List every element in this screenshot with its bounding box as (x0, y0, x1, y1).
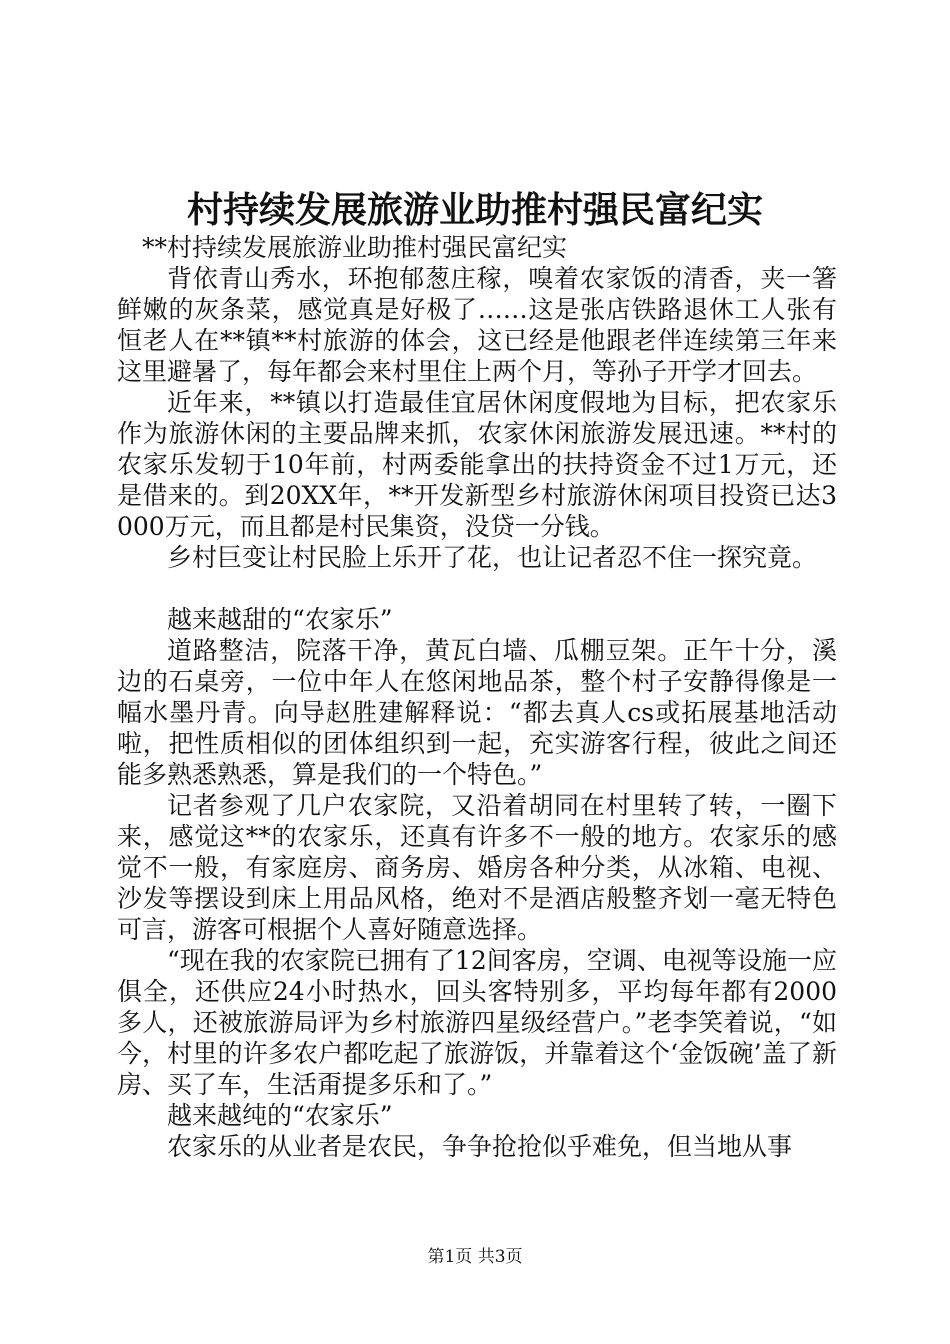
section-heading: 越来越纯的“农家乐” (167, 1101, 393, 1130)
body-paragraph: 乡村巨变让村民脸上乐开了花，也让记者忍不住一探究竟。 (167, 543, 818, 572)
document-body (117, 232, 837, 1162)
subtitle-paragraph: **村持续发展旅游业助推村强民富纪实 (142, 233, 568, 262)
body-paragraph: “现在我的农家院已拥有了12间客房，空调、电视等设施一应俱全，还供应24小时热水，回头客特别多，平均每年都有2000多人，还被旅游局评为乡村旅游四星级经营户。”老李笑着说，“如今，村里的许多农户都吃起了旅游饭，并靠着这个‘金饭碗’盖了新房、买了车，生活甭提多乐和了。” (117, 946, 837, 1099)
page-footer: 第1页 共3页 (427, 1247, 523, 1267)
body-paragraph: 记者参观了几户农家院，又沿着胡同在村里转了转，一圈下来，感觉这**的农家乐，还真有许多不一般的地方。农家乐的感觉不一般，有家庭房、商务房、婚房各种分类，从冰箱、电视、沙发等摆设到床上用品风格，绝对不是酒店般整齐划一毫无特色可言，游客可根据个人喜好随意选择。 (117, 791, 837, 944)
body-paragraph: 道路整洁，院落干净，黄瓦白墙、瓜棚豆架。正午十分，溪边的石桌旁，一位中年人在悠闲地品茶，整个村子安静得像是一幅水墨丹青。向导赵胜建解释说：“都去真人cs或拓展基地活动啦，把性质相似的团体组织到一起，充实游客行程，彼此之间还能多熟悉熟悉，算是我们的一个特色。” (117, 636, 837, 789)
body-paragraph: 近年来，**镇以打造最佳宜居休闲度假地为目标，把农家乐作为旅游休闲的主要品牌来抓，农家休闲旅游发展迅速。**村的农家乐发轫于10年前，村两委能拿出的扶持资金不过1万元，还是借来的。到20XX年，**开发新型乡村旅游休闲项目投资已达3000万元，而且都是村民集资，没贷一分钱。 (117, 388, 837, 541)
paragraph-spacer (117, 573, 837, 604)
section-heading: 越来越甜的“农家乐” (167, 605, 393, 634)
body-paragraph: 背依青山秀水，环抱郁葱庄稼，嗅着农家饭的清香，夹一箸鲜嫩的灰条菜，感觉真是好极了……这是张店铁路退休工人张有恒老人在**镇**村旅游的体会，这已经是他跟老伴连续第三年来这里避暑了，每年都会来村里住上两个月，等孙子开学才回去。 (117, 264, 837, 386)
document-title: 村持续发展旅游业助推村强民富纪实 (186, 189, 763, 231)
body-paragraph: 农家乐的从业者是农民，争争抢抢似乎难免，但当地从事 (167, 1132, 793, 1161)
